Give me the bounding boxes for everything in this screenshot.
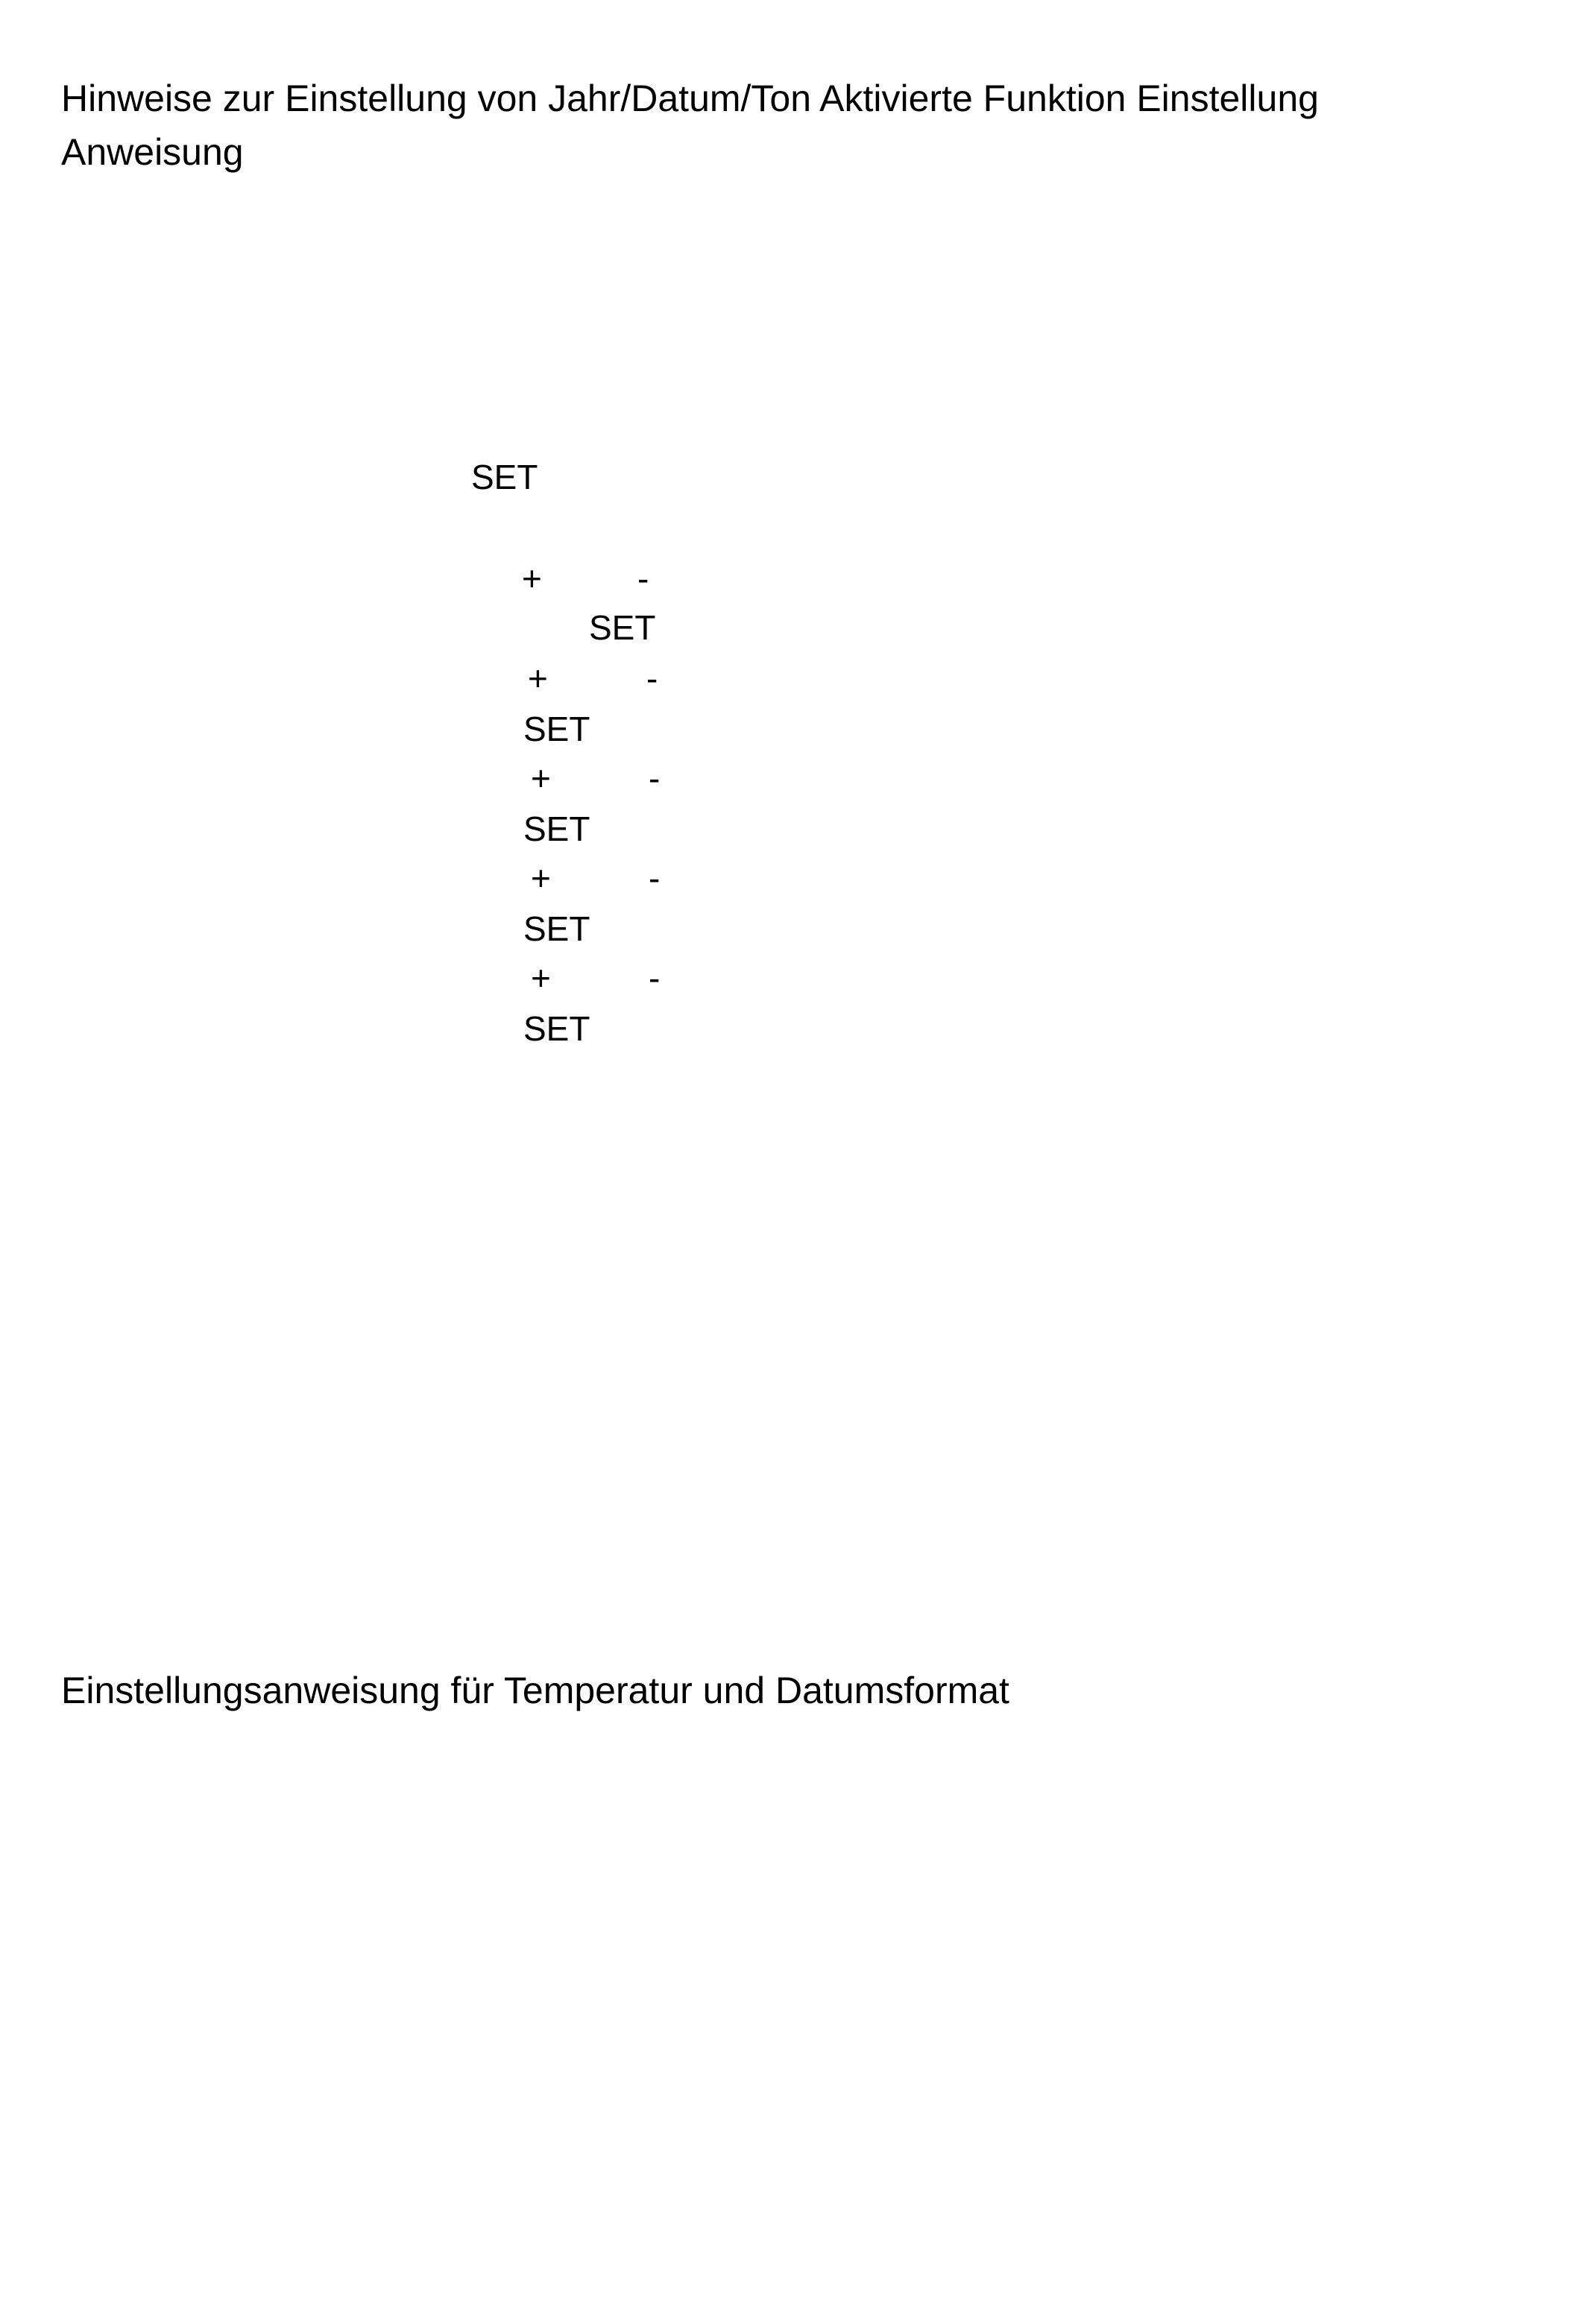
page-heading-year-date-sound: Hinweise zur Einstellung von Jahr/Datum/Ton Aktivierte Funktion Einstellung Anweisung [61,78,1319,173]
plus-button-label-3: + [531,759,551,798]
set-button-label-2: SET [589,608,656,647]
minus-button-label-5: - [649,959,661,997]
minus-button-label-1: - [637,559,649,598]
set-button-label-6: SET [523,1009,590,1048]
set-button-label-5: SET [523,909,590,948]
set-button-label-4: SET [523,809,590,848]
set-button-label-1: SET [471,458,538,496]
plus-button-label-2: + [528,659,548,698]
section-heading-temperature-date-format: Einstellungsanweisung für Temperatur und Datumsformat [61,1670,1009,1711]
set-button-label-3: SET [523,710,590,748]
minus-button-label-3: - [649,759,661,798]
minus-button-label-4: - [649,859,661,897]
minus-button-label-2: - [646,659,658,698]
plus-button-label-1: + [522,559,542,598]
plus-button-label-4: + [531,859,551,897]
plus-button-label-5: + [531,959,551,997]
